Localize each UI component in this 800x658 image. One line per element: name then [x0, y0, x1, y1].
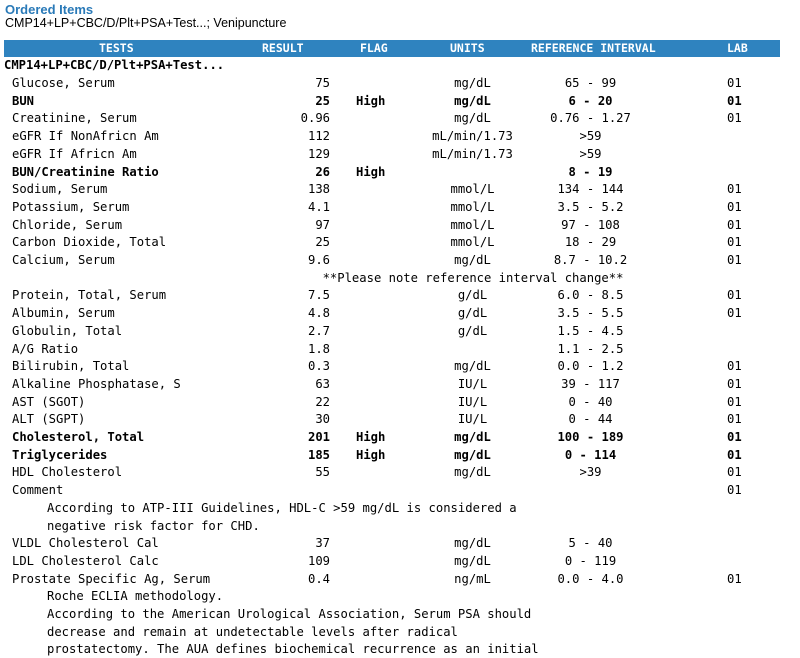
- psa-note-text: prostatectomy. The AUA defines biochemical recurrence as an initial: [47, 642, 539, 657]
- table-row: [0, 286, 800, 304]
- reference-interval: >39: [579, 465, 602, 480]
- lab-code: 01: [727, 182, 742, 197]
- lab-code: 01: [727, 465, 742, 480]
- units-value: mg/dL: [454, 447, 491, 462]
- table-row: [0, 375, 800, 393]
- table-row: [0, 92, 800, 110]
- reference-interval: 100 - 189: [557, 430, 624, 444]
- lab-code: 01: [727, 483, 742, 498]
- units-value: g/dL: [457, 306, 488, 321]
- result-value: 112: [307, 129, 330, 144]
- reference-interval-note: **Please note reference interval change**: [322, 270, 624, 285]
- header-reference-interval: REFERENCE INTERVAL: [531, 41, 656, 55]
- table-row: [0, 145, 800, 163]
- reference-interval: 0 - 119: [564, 553, 617, 568]
- table-header: [4, 40, 780, 57]
- result-value: 26: [315, 164, 330, 179]
- header-flag: FLAG: [360, 41, 388, 55]
- lab-code: 01: [727, 430, 742, 444]
- units-value: mg/dL: [454, 93, 491, 108]
- units-value: IU/L: [457, 394, 488, 409]
- table-row: [0, 109, 800, 127]
- result-value: 7.5: [307, 288, 330, 303]
- test-name: Bilirubin, Total: [12, 359, 130, 374]
- units-value: mg/dL: [454, 553, 491, 568]
- reference-interval: 3.5 - 5.2: [557, 199, 624, 214]
- result-value: 109: [307, 553, 330, 568]
- test-name: Sodium, Serum: [12, 182, 108, 197]
- units-value: IU/L: [457, 376, 488, 391]
- reference-interval: >59: [579, 129, 602, 144]
- units-value: mL/min/1.73: [432, 146, 513, 161]
- result-value: 201: [307, 430, 330, 444]
- lab-code: 01: [727, 76, 742, 90]
- lab-code: 01: [727, 235, 742, 250]
- table-row: [0, 570, 800, 588]
- test-name: eGFR If Africn Am: [12, 146, 137, 161]
- units-value: mL/min/1.73: [432, 129, 513, 144]
- reference-interval: 1.5 - 4.5: [557, 323, 624, 338]
- reference-interval: 18 - 29: [564, 235, 617, 250]
- test-name: Triglycerides: [12, 447, 108, 462]
- flag-value: High: [356, 430, 386, 444]
- table-row: [0, 198, 800, 216]
- result-value: 0.3: [307, 359, 330, 374]
- table-row: [0, 304, 800, 322]
- units-value: mmol/L: [450, 235, 495, 250]
- units-value: mg/dL: [454, 359, 491, 374]
- lab-code: 01: [727, 376, 742, 391]
- header-lab: LAB: [727, 41, 748, 55]
- units-value: mmol/L: [450, 182, 495, 197]
- table-row: [0, 127, 800, 145]
- test-name: Cholesterol, Total: [12, 430, 145, 444]
- psa-note-text: decrease and remain at undetectable levels after radical: [47, 624, 458, 639]
- test-name: Comment: [12, 483, 64, 498]
- units-value: ng/mL: [454, 571, 491, 586]
- reference-interval: 134 - 144: [557, 182, 624, 197]
- units-value: mmol/L: [450, 217, 495, 232]
- reference-interval: 0 - 40: [568, 394, 613, 409]
- reference-interval: 97 - 108: [561, 217, 620, 232]
- reference-interval: 6.0 - 8.5: [557, 288, 624, 303]
- lab-code: 01: [727, 571, 742, 586]
- table-row: [0, 233, 800, 251]
- table-row: [0, 251, 800, 269]
- table-row: [0, 216, 800, 234]
- units-value: g/dL: [457, 288, 488, 303]
- test-name: BUN/Creatinine Ratio: [12, 164, 159, 179]
- test-name: Creatinine, Serum: [12, 111, 137, 126]
- result-value: 0.4: [307, 571, 330, 586]
- table-row: [0, 481, 800, 499]
- table-row: [0, 463, 800, 481]
- lab-code: 01: [727, 447, 742, 462]
- test-name: BUN: [12, 93, 35, 108]
- result-value: 25: [315, 93, 330, 108]
- test-name: Albumin, Serum: [12, 306, 115, 321]
- comment-text: According to ATP-III Guidelines, HDL-C >59 mg/dL is considered a: [47, 500, 517, 515]
- test-name: Potassium, Serum: [12, 199, 130, 214]
- reference-interval: 8.7 - 10.2: [553, 253, 628, 267]
- reference-interval: 0 - 114: [564, 447, 617, 462]
- test-name: Calcium, Serum: [12, 253, 115, 267]
- flag-value: High: [356, 447, 386, 462]
- test-name: VLDL Cholesterol Cal: [12, 536, 159, 551]
- result-value: 138: [307, 182, 330, 197]
- result-value: 22: [315, 394, 330, 409]
- table-row: [0, 340, 800, 358]
- reference-interval: 0.0 - 4.0: [557, 571, 624, 586]
- test-name: Alkaline Phosphatase, S: [12, 376, 181, 391]
- table-row: [0, 163, 800, 181]
- result-value: 185: [307, 447, 330, 462]
- reference-interval: 0.76 - 1.27: [550, 111, 631, 126]
- test-name: Glucose, Serum: [12, 76, 115, 90]
- lab-code: 01: [727, 217, 742, 232]
- result-value: 55: [315, 465, 330, 480]
- units-value: g/dL: [457, 323, 488, 338]
- header-result: RESULT: [262, 41, 304, 55]
- result-value: 4.8: [307, 306, 330, 321]
- flag-value: High: [356, 93, 386, 108]
- table-row: [0, 74, 800, 92]
- test-name: Chloride, Serum: [12, 217, 123, 232]
- lab-code: 01: [727, 288, 742, 303]
- units-value: mg/dL: [454, 536, 491, 551]
- reference-interval: 0 - 44: [568, 412, 613, 427]
- table-row: [0, 410, 800, 428]
- table-row: [0, 446, 800, 464]
- result-value: 2.7: [307, 323, 330, 338]
- reference-interval: 0.0 - 1.2: [557, 359, 624, 374]
- table-row: [0, 180, 800, 198]
- ordered-items-title: Ordered Items: [5, 2, 94, 17]
- test-name: Protein, Total, Serum: [12, 288, 167, 303]
- lab-code: 01: [727, 306, 742, 321]
- psa-note-text: Roche ECLIA methodology.: [47, 589, 224, 604]
- lab-code: 01: [727, 359, 742, 374]
- lab-code: 01: [727, 253, 742, 267]
- lab-code: 01: [727, 93, 742, 108]
- units-value: mg/dL: [454, 76, 491, 90]
- comment-text: negative risk factor for CHD.: [47, 518, 260, 533]
- units-value: mg/dL: [454, 253, 491, 267]
- units-value: mg/dL: [454, 111, 491, 126]
- test-name: Carbon Dioxide, Total: [12, 235, 167, 250]
- header-units: UNITS: [450, 41, 485, 55]
- table-row: [0, 322, 800, 340]
- result-value: 97: [315, 217, 330, 232]
- psa-note-text: According to the American Urological Association, Serum PSA should: [47, 607, 532, 621]
- test-name: LDL Cholesterol Calc: [12, 553, 159, 568]
- lab-code: 01: [727, 394, 742, 409]
- test-name: eGFR If NonAfricn Am: [12, 129, 159, 144]
- result-value: 0.96: [300, 111, 330, 126]
- test-name: AST (SGOT): [12, 394, 86, 409]
- units-value: mmol/L: [450, 199, 495, 214]
- table-row: [0, 428, 800, 446]
- test-name: ALT (SGPT): [12, 412, 86, 427]
- table-row: [0, 534, 800, 552]
- table-row: [0, 357, 800, 375]
- result-value: 37: [315, 536, 330, 551]
- result-value: 63: [315, 376, 330, 391]
- reference-interval: 3.5 - 5.5: [557, 306, 624, 321]
- table-row: [0, 552, 800, 570]
- units-value: IU/L: [457, 412, 488, 427]
- result-value: 75: [315, 76, 330, 90]
- panel-title: CMP14+LP+CBC/D/Plt+PSA+Test...: [4, 58, 225, 72]
- lab-code: 01: [727, 412, 742, 427]
- table-row: [0, 393, 800, 411]
- result-value: 30: [315, 412, 330, 427]
- reference-interval: 39 - 117: [561, 376, 620, 391]
- header-tests: TESTS: [99, 41, 134, 55]
- ordered-items-subtitle: CMP14+LP+CBC/D/Plt+PSA+Test...; Venipuncture: [5, 16, 287, 30]
- test-name: Globulin, Total: [12, 323, 123, 338]
- result-value: 1.8: [307, 341, 330, 356]
- result-value: 4.1: [307, 199, 330, 214]
- test-name: Prostate Specific Ag, Serum: [12, 571, 211, 586]
- test-name: HDL Cholesterol: [12, 465, 123, 480]
- reference-interval: 5 - 40: [568, 536, 613, 551]
- result-value: 129: [307, 146, 330, 161]
- reference-interval: 1.1 - 2.5: [557, 341, 624, 356]
- units-value: mg/dL: [454, 430, 491, 444]
- result-value: 25: [315, 235, 330, 250]
- lab-code: 01: [727, 199, 742, 214]
- reference-interval: 6 - 20: [568, 93, 613, 108]
- units-value: mg/dL: [454, 465, 491, 480]
- reference-interval: >59: [579, 146, 602, 161]
- flag-value: High: [356, 164, 386, 179]
- reference-interval: 8 - 19: [568, 164, 613, 179]
- reference-interval: 65 - 99: [564, 76, 617, 90]
- test-name: A/G Ratio: [12, 341, 79, 356]
- result-value: 9.6: [307, 253, 330, 267]
- lab-code: 01: [727, 111, 742, 126]
